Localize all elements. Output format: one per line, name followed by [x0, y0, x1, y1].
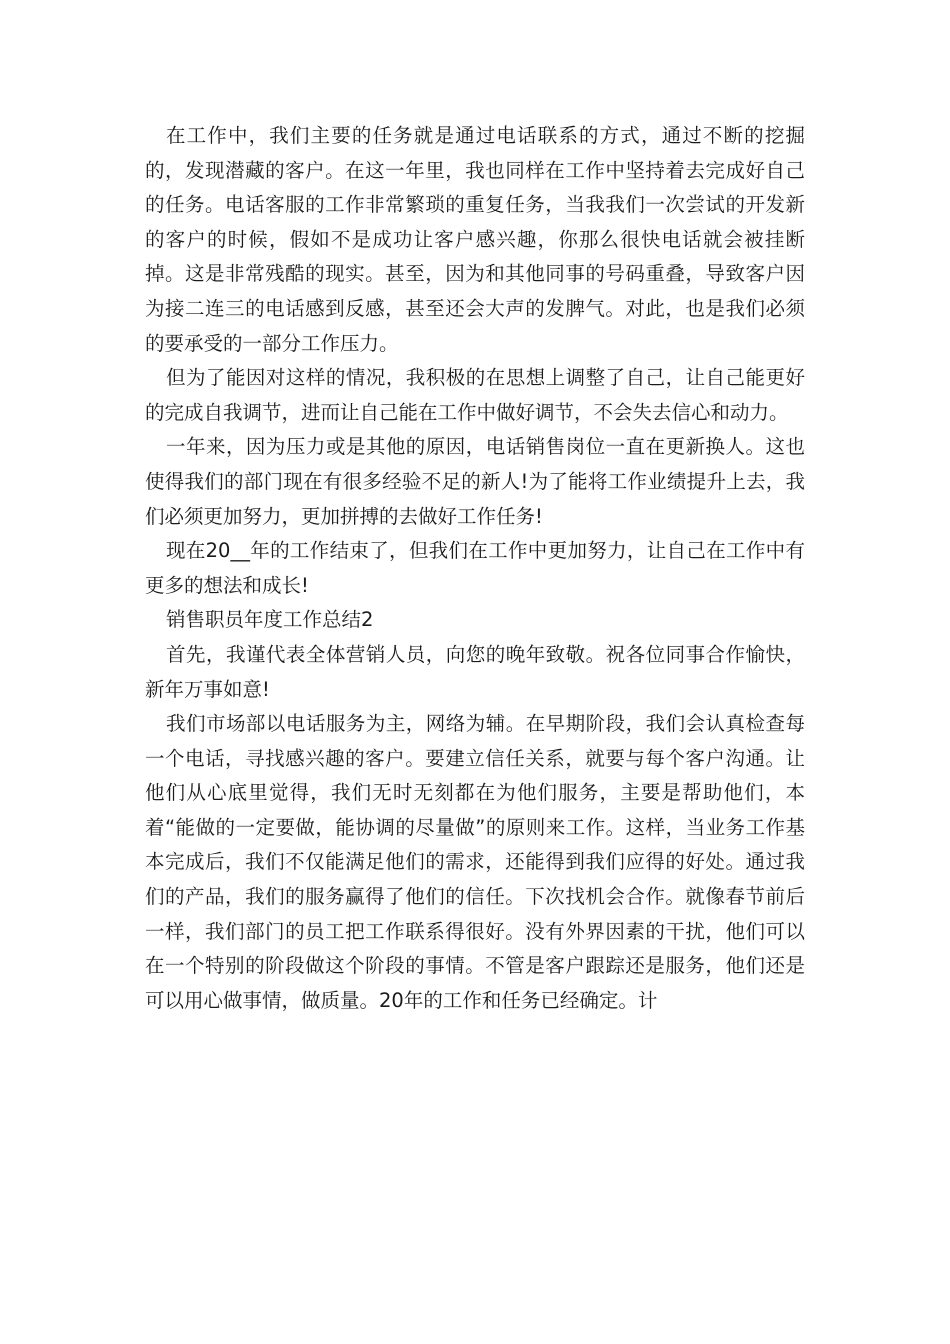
document-page [145, 119, 805, 1018]
paragraph-staff-turnover: 一年来，因为压力或是其他的原因，电话销售岗位一直在更新换人。这也使得我们的部门现在有很多经验不足的新人!为了能将工作业绩提升上去，我们必须更加努力，更加拼搏的去做好工作任务! [145, 435, 805, 528]
paragraph-work-tasks: 在工作中，我们主要的任务就是通过电话联系的方式，通过不断的挖掘的，发现潜藏的客户。在这一年里，我也同样在工作中坚持着去完成好自己的任务。电话客服的工作非常繁琐的重复任务，当我我们一次尝试的开发新的客户的时候，假如不是成功让客户感兴趣，你那么很快电话就会被挂断掉。这是非常残酷的现实。甚至，因为和其他同事的号码重叠，导致客户因为接二连三的电话感到反感，甚至还会大声的发脾气。对此，也是我们必须的要承受的一部分工作压力。 [145, 124, 805, 355]
paragraph-year-end: 现在20__年的工作结束了，但我们在工作中更加努力，让自己在工作中有更多的想法和成长! [145, 539, 805, 597]
section-heading: 销售职员年度工作总结2 [166, 608, 374, 632]
paragraph-greeting: 首先，我谨代表全体营销人员，向您的晚年致敬。祝各位同事合作愉快，新年万事如意! [145, 642, 805, 701]
paragraph-self-adjustment: 但为了能因对这样的情况，我积极的在思想上调整了自己，让自己能更好的完成自我调节，进而让自己能在工作中做好调节，不会失去信心和动力。 [145, 366, 805, 424]
paragraph-market-department: 我们市场部以电话服务为主，网络为辅。在早期阶段，我们会认真检查每一个电话，寻找感兴趣的客户。要建立信任关系，就要与每个客户沟通。让他们从心底里觉得，我们无时无刻都在为他们服务，主要是帮助他们，本着“能做的一定要做，能协调的尽量做”的原则来工作。这样，当业务工作基本完成后，我们不仅能满足他们的需求，还能得到我们应得的好处。通过我们的产品，我们的服务赢得了他们的信任。下次找机会合作。就像春节前后一样，我们部门的员工把工作联系得很好。没有外界因素的干扰，他们可以在一个特别的阶段做这个阶段的事情。不管是客户跟踪还是服务，他们还是可以用心做事情，做质量。20年的工作和任务已经确定。计 [145, 712, 805, 1012]
